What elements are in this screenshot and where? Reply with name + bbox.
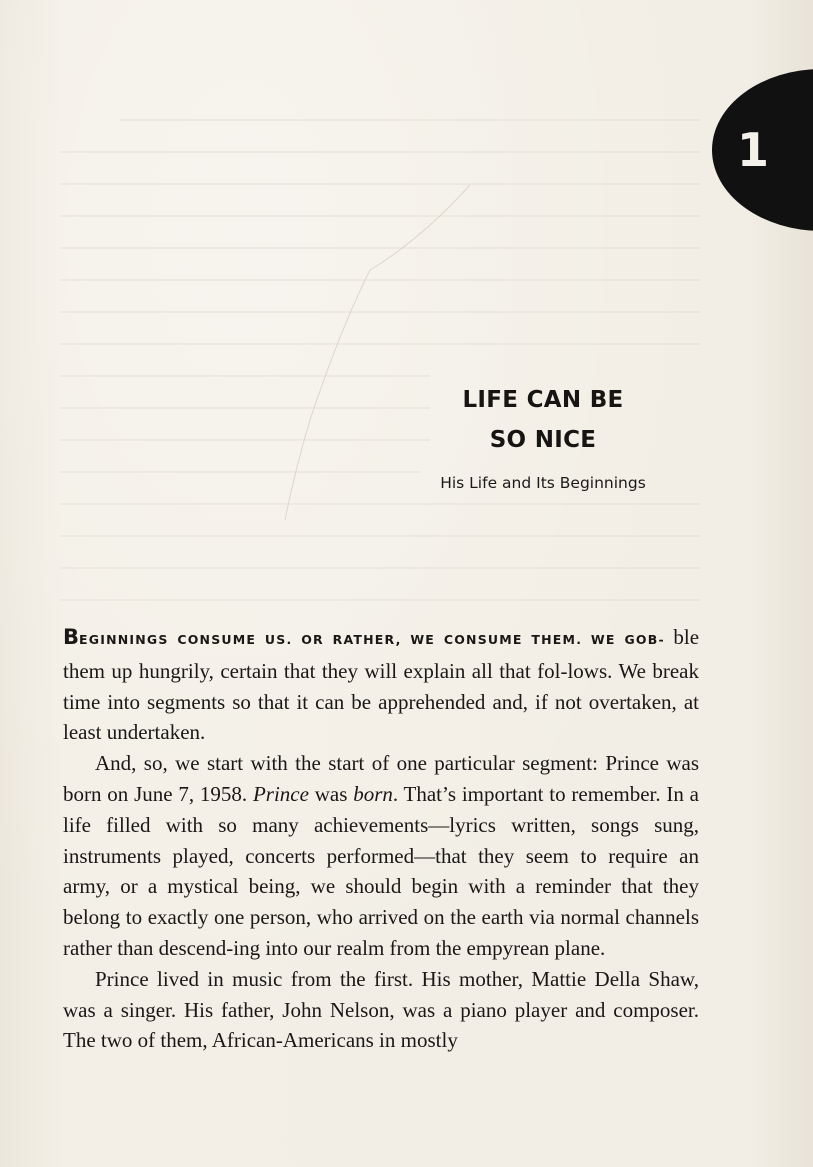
chapter-title-line-1: LIFE CAN BE xyxy=(462,387,624,413)
emphasis-prince: Prince xyxy=(252,781,309,806)
paragraph-1 xyxy=(63,622,699,748)
paragraph-2 xyxy=(63,748,699,964)
chapter-body xyxy=(63,622,699,1056)
paragraph-3: Prince lived in music from the first. His mother, Mattie Della Shaw, was a singer. His father, John Nelson, was a piano player and composer. The two of them, African-Americans in mostly xyxy=(63,966,699,1053)
chapter-subtitle: His Life and Its Beginnings xyxy=(440,474,646,492)
chapter-title-line-2: SO NICE xyxy=(489,427,597,453)
paragraph-2-text-c: . That’s important to remember. In a life filled with so many achievements—lyrics written, songs sung, instruments played, concerts performed—that they seem to require an army, or a mystical being, we should begin with a reminder that they belong to exactly one person, who arrived on the earth via normal channels rather than descend-ing into our realm from the empyrean plane. xyxy=(63,781,699,960)
paragraph-2-text-b: was xyxy=(308,781,354,806)
paragraph-1-text: ble them up hungrily, certain that they will explain all that fol-lows. We break time into segments so that it can be apprehended and, if not overtaken, at least undertaken. xyxy=(63,625,700,745)
opening-small-caps: EGINNINGS CONSUME US. OR RATHER, WE CONSUME THEM. WE GOB- xyxy=(79,632,665,647)
paragraph-2-text-a: And, so, we start with the start of one particular segment: Prince was born on June 7, 1958. xyxy=(63,751,699,806)
opening-initial: B xyxy=(63,625,80,649)
chapter-number: 1 xyxy=(736,123,769,177)
emphasis-born: born xyxy=(353,781,393,806)
